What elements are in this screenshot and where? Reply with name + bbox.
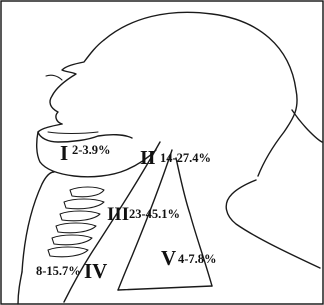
level-iv-numeral: IV (84, 259, 108, 283)
level-i-percentage: 2-3.9% (72, 143, 111, 157)
level-iii-numeral: III (107, 204, 130, 225)
level-iv-percentage: 8-15.7% (36, 264, 81, 278)
level-v-percentage: 4-7.8% (178, 252, 217, 266)
level-i-numeral: I (60, 141, 69, 165)
level-ii-percentage: 14-27.4% (160, 151, 212, 165)
level-iii-percentage: 23-45.1% (129, 207, 181, 221)
level-v-numeral: V (161, 246, 177, 270)
level-ii-numeral: II (140, 147, 156, 169)
